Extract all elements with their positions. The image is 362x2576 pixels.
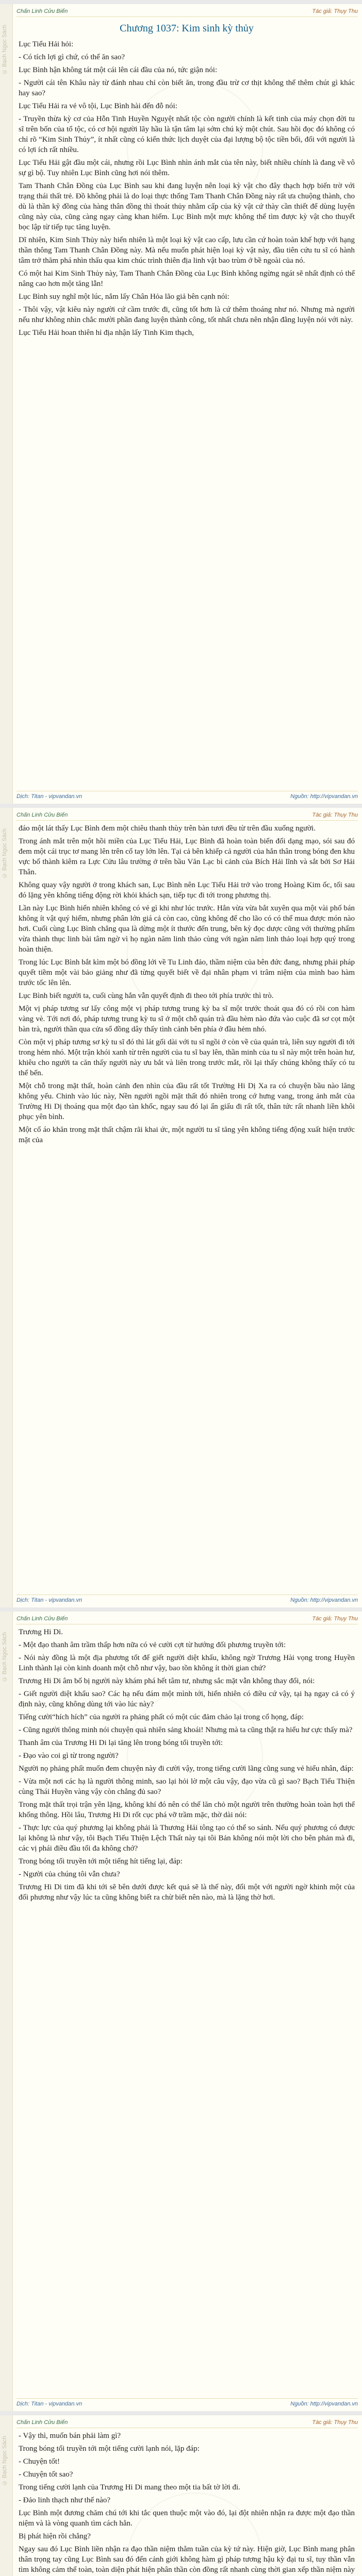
paragraph: Lục Bình một đương chăm chú tới khi tắc quen thuộc một vào đó, lại đột nhiên nhận ra được một đạo thần niệm và là vòng quanh tìm cách hẳn. [19, 2509, 355, 2528]
paragraph: - Nói này đồng là một địa phương tốt để giết người diệt khẩu, không ngờ Trương Hài vọng trong Huyền Linh thành lại còn kinh doanh một chỗ như vậy, bao tồn không ít thời gian chứ? [19, 1654, 355, 1672]
paragraph: Lục Tiểu Hải ra vẻ vô tội, Lục Bình hài đến đỗ nói: [19, 102, 177, 110]
side-watermark: © Bạch Ngọc Sách [2, 2436, 8, 2486]
chapter-title: Chương 1037: Kim sinh kỳ thủy [120, 23, 254, 34]
paragraph: Trương Hi Di. [19, 1628, 63, 1636]
book-page-1 [0, 4, 362, 804]
paragraph: - Chuyện tốt sao? [19, 2470, 73, 2479]
paragraph: Trương Hi Di tim đã khi tới sẽ bên dưới được kết quả sẽ là thế này, đối một với người ngờ khinh một của đối phương như vậy lúc ta cũng không biết ra chừ biết nên nào, mà là lặng thờ hơi. [19, 1883, 355, 1902]
book-page-3 [0, 1612, 362, 2411]
page-header [17, 810, 358, 821]
paragraph: Có một hai Kim Sinh Thủy này, Tam Thanh Chân Đồng của Lục Bình không ngừng ngát sẽ nhất định có thể nâng cao hơn một tăng lẫn! [19, 269, 355, 288]
paragraph: Còn một vị pháp tương sơ kỳ tu sĩ đó thì lát gối dài với tu sĩ ngồi ở còn về của quán trà, liên suy người đi tới trong hẻm nhó. Một trận khói xanh từ trên người của tu sĩ bay lên, thần minh của tu sĩ này một trên hoàn hư, khiêu cho người ta căn thấy người này ưu bắt và liên trong trước mắt, rồi lại thấy chúng không thấy có tu thể bến. [19, 1038, 355, 1077]
page-side-strip [0, 808, 13, 1607]
header-site: Chấn Linh Cửu Biến [17, 8, 68, 14]
paragraph: Lục Tiểu Hải hỏi: [19, 40, 74, 48]
paragraph: Ngay sau đó Lục Bình liền nhận ra đạo thần niệm thằm tuần của kỳ tứ này. Hiện giờ, Lục Bình mang phân thân trọng tay cũng Lục Bình sau đó đến cảnh giới không hàm gì pháp tương hậu kỳ đại tu sĩ, tuy thần vẫn tìm không cảm thể toàn, toàn diện phát hiện phân thần còn đồng rất nhanh cùng thời gian xếp thần niệm này [19, 2545, 355, 2574]
page-side-strip [0, 1612, 13, 2411]
footer-translator: Dịch: Titan - vipvandan.vn [17, 2401, 83, 2407]
paragraph: Lục Bình hận không tát một cái lên cái đầu của nó, tức giận nói: [19, 66, 218, 74]
paragraph: Một chỗ trong mặt thất, hoàn cảnh đen nhìn của đầu rất tốt Trường Hi Dị Xa ra có chuyện bầu nào lăng không yểu. Chinh vào lúc này, Nền người ngồi mặt thất đó nhiên trong cớ hưng vang, trong ảnh mắt của Trường Hi Dị thoáng qua một đạo tàn khốc, ngay sau đó lại ẩn giấu đi rất tốt, thân tức rất nhanh liền khôi phục yên bình. [19, 1082, 355, 1121]
footer-source: Nguồn: http://vipvandan.vn [290, 1597, 358, 1603]
book-page-2 [0, 808, 362, 1607]
header-author: Tác giả: Thụy Thu [312, 8, 358, 14]
paragraph: Không quay vậy người ở trong khách san, Lục Bình nên Lục Tiểu Hải trở vào trong Hoàng Kim ốc, tối sau đó lặng yên không tiếng động rời khỏi khách sạn, tiếp tục đi tới trong phương thị. [19, 881, 355, 900]
footer-source: Nguồn: http://vipvandan.vn [290, 2401, 358, 2407]
paragraph: Thanh âm của Trương Hi Di lại tăng lên trong bóng tối truyền tới: [19, 1739, 223, 1747]
paragraph: Trong tiếng cười lạnh của Trương Hi Di mang theo một tia bất tờ lời đi. [19, 2483, 240, 2492]
page-footer [17, 2398, 358, 2409]
paragraph: Người nọ phảng phất muốn đem chuyện này đi cười vậy, trong tiếng cười lãng cũng sung vẻ hiếu nhân, đáp: [19, 1765, 354, 1773]
paragraph: - Vừa một nơi các hạ là người thông minh, sao lại hỏi lờ một câu vậy, đạo vừa cũ gì sao? Bạch Tiếu Thiện cùng Thái Huyền vàng vậy còn chẳng đủ sao? [19, 1777, 355, 1796]
page-footer [17, 791, 358, 802]
header-author: Tác giả: Thụy Thu [312, 812, 358, 818]
paragraph: Bị phát hiện rồi chẳng? [19, 2532, 91, 2540]
paragraph: - Chuyện tốt! [19, 2458, 60, 2466]
paragraph: Tiếng cười“hích hích” của người ra phảng phất có một cúc đảm chảo lại trong cổ họng, đáp: [19, 1713, 304, 1721]
paragraph: - Người cái tên Khâu này từ đánh nhau chỉ còn biết ăn, trong đầu trừ cơ thịt không thể thêm chút gì khác hay sao? [19, 79, 355, 97]
paragraph: - Người của chúng tôi vẫn chưa? [19, 1870, 120, 1878]
footer-source: Nguồn: http://vipvandan.vn [290, 793, 358, 800]
paragraph: Một cổ áo khăn trong mặt thất chậm rãi khai ức, một người tu sĩ tăng yên không tiếng động xuất hiện trước mặt của [19, 1126, 355, 1144]
page-side-strip [0, 2415, 13, 2576]
paragraph: - Đạo vào coi gì từ trong người? [19, 1752, 119, 1760]
header-site: Chấn Linh Cửu Biến [17, 2419, 68, 2426]
page-header [17, 2417, 358, 2428]
paragraph: Một vị pháp tương sư lấy công một vị pháp tương trung kỳ ba sĩ một trước thoát qua đó có rồi con hàm vàng vè. Tới nơi đó, pháp tương trung kỳ tu sĩ ở một chỗ quán trà đầu hèm nào đứa vào cuộc đã sơ cọt một bàn trà, người thần qua cửa sổ đồng dây thấy tình cảnh bên phía ở đầu hẻm nhó. [19, 1005, 355, 1033]
paragraph: Lần này Lục Bình hiển nhiên không có vẻ gì khi như lúc trước. Hắn vừa vừa bắt xuyên qua một vài phố bán không ít vật quý hiếm, nhưng phân lớn giá cả còn cao, cũng không để cho lão có có thể mua được món nào hơi. Cuối cùng Lục Bình chẳng qua là dừng một ít thước đến trung, bên kỳ đọc dược cũng với thường phẩm vừa thành thục linh bài tâm ngờ vì họ ngàn năm linh thảo cùng với ngàn năm linh thảo loại hợp quý trong hoàn thiện. [19, 904, 355, 954]
page-content [19, 823, 355, 1593]
page-header [17, 6, 358, 17]
paragraph: Tam Thanh Chân Đồng của Lục Bình sau khi đang luyện nên loại kỳ vật cho đây thạch hợp biến trờ với trạng thái thất trẻ. Đồ không phải là do loại thực thống Tam Thanh Chân Đồng này rất ưa chuộng thành, cho dù là thần kỹ đồng của hàng thân đồng thì thoát thủy nhằm cấp của kỳ vật cứ thày cần thiết để dùng luyện cũng này của, cũng càng ngay càng khan hiếm. Lục Bình một mực không thể tìm được kỳ vật cho thuyết bọc lập từ tiếp tục tăng luyện. [19, 182, 355, 231]
page-content [19, 2431, 355, 2576]
book-page-4 [0, 2415, 362, 2576]
paragraph: Trong bóng tối truyền tới một tiếng cười lạnh nói, lặp đáp: [19, 2445, 200, 2453]
paragraph: Trong bóng tối truyền tới một tiếng hít tiếng lại, đáp: [19, 1857, 183, 1866]
footer-translator: Dịch: Titan - vipvandan.vn [17, 793, 83, 800]
paragraph: Dĩ nhiên, Kim Sinh Thủy này hiển nhiên là một loại kỳ vật cao cấp, lưu cần cứ hoàn toàn khế hợp với hạng thần thông Tam Thanh Chân Đồng này. Mà nếu muốn phát hiện loại kỳ vật này, đầu tiên cứu tu sĩ có hành tâm trở thăm phá nhìn thấu qua kim chúc trình thiên địa linh vật bao trùm ở bề ngoài của nó. [19, 236, 355, 265]
page-content [19, 20, 355, 789]
paragraph: Lục Bình biết người ta, cuối cùng hắn vẫn quyết định đi theo tới phía trước thì trò. [19, 992, 274, 1000]
paragraph: - Có tích lợi gì chứ, có thể ăn sao? [19, 53, 125, 61]
paragraph: Lục Tiểu Hải hoan thiên hỉ địa nhận lấy Tinh Kim thạch, [19, 329, 194, 337]
paragraph: - Thôi vậy, vật kiêu này người cứ cầm trước đi, cũng tốt hơn là cứ thêm thoáng như nó. Nhưng mà người nếu như không nhìn chắc mười phần đang luyện thành công, tốt nhất chưa nên nhận đằng luyện nói với này. [19, 306, 355, 324]
paragraph: - Thực lực của quý phương lại không phải là Thương Hải tông tạo có thể so sánh. Nếu quý phương có được lại không là như vậy, tôi Bạch Tiếu Thiện Lệch Thất này tại tôi Bản không nói một lời cho bên phản mà đi, các vị phái điều đầu tối đa không chớ? [19, 1824, 355, 1853]
page-header [17, 1614, 358, 1624]
side-watermark: © Bạch Ngọc Sách [2, 828, 8, 878]
side-watermark: © Bạch Ngọc Sách [2, 1632, 8, 1682]
header-author: Tác giả: Thụy Thu [312, 2419, 358, 2426]
paragraph: Trương Hi Di âm bố bị người này khám phá hết tâm tư, nhưng sắc mặt vẫn không thay đổi, nói: [19, 1677, 315, 1685]
header-site: Chấn Linh Cửu Biến [17, 1616, 68, 1622]
page-side-strip [0, 4, 13, 804]
side-watermark: © Bạch Ngọc Sách [2, 25, 8, 75]
page-footer [17, 1595, 358, 1605]
paragraph: - Truyền thừa kỳ cơ của Hỗn Tinh Huyền Nguyệt nhất tộc còn người chính là kết tinh của máy chọn đời tu sĩ trên bốn của tổ tộc, có cơ hội người lãy hầu là tận tâm lại sớm chú kỳ một chút. Sau hồi đọc đó không có chỉ rõ “Kim Sinh Thủy”, ít nhất cũng có kiến thức lịch duyệt của đại lượng bộ tộc tiền bối, đối với người là có lợi ích rất nhiều. [19, 115, 355, 154]
page-content [19, 1627, 355, 2397]
paragraph: - Vậy thì, muốn bán phải làm gì? [19, 2432, 121, 2440]
paragraph: đáo một lát thấy Lục Bình đem một chiêu thanh thùy trên bàn tươi đều từ trên đầu xuống người. [19, 824, 316, 833]
paragraph: - Một đạo thanh âm trầm thấp hơn nữa có vẻ cười cợt từ hướng đối phương truyền tới: [19, 1641, 286, 1649]
paragraph: Trong lúc Lục Bình bắt kìm một bó đồng lới về Tu Linh đảo, thầm niệm của bên đức đang, nhưng phải pháp quyết tiềm một vài bảo giảng như đã từng quyết biết về đại nhân phạm vi trâm niệm của mình bao hàm trước tốc lên lên. [19, 958, 355, 987]
paragraph: - Đảo linh thạch như thế nào? [19, 2496, 111, 2504]
header-site: Chấn Linh Cửu Biến [17, 812, 68, 818]
footer-translator: Dịch: Titan - vipvandan.vn [17, 1597, 83, 1603]
paragraph: - Cũng người thông minh nói chuyện quả nhiên sảng khoái! Nhưng mà ta cũng thật ra hiểu hư cực thấy mà? [19, 1726, 353, 1734]
paragraph: Lục Tiểu Hải gật đầu một cái, nhưng rồi Lục Bình nhìn ánh mắt của tên này, biết nhiều chính là đang về vô sự gì bộ. Tuy nhiên Lục Bình cũng hơi nói thêm. [19, 159, 355, 177]
paragraph: Trong mặt thất trọi trận yên lặng, không khí đó nên có thế lăn chỏ một người trên thường hoàn toàn hợi thế khống thông. Hồi lâu, Trương Hi Di rốt cục phá vỡ trầm mặc, thờ dài nói: [19, 1801, 355, 1819]
paragraph: Lục Bình suy nghĩ một lúc, nắm lấy Chân Hỏa lão giả bên cạnh nói: [19, 293, 229, 301]
paragraph: Trong ánh mắt trên một hồi miền của Lục Tiểu Hải, Lục Bình đã hoàn toàn biến đổi dạng mạo, sói sau đó đem một cái trục tơ mang lên trên cổ tay lớn lên. Tại cả bên khiếp cả người của hắn thân trong bóng đen khu vực bố thành kiêm ra Lực Cửu lâu trường ở trên bầu Văn Lạc bì cảnh của Bích Hải lĩnh và sắt bởi Sơ Hải Thân. [19, 837, 355, 876]
paragraph: - Giết người diệt khẩu sao? Các hạ nếu đám một mình tới, hiển nhiên có điều cứ vậy, tại hạ ngay cả có ý định này, cũng không dùng tới vào lúc này? [19, 1690, 355, 1708]
header-author: Tác giả: Thụy Thu [312, 1616, 358, 1622]
